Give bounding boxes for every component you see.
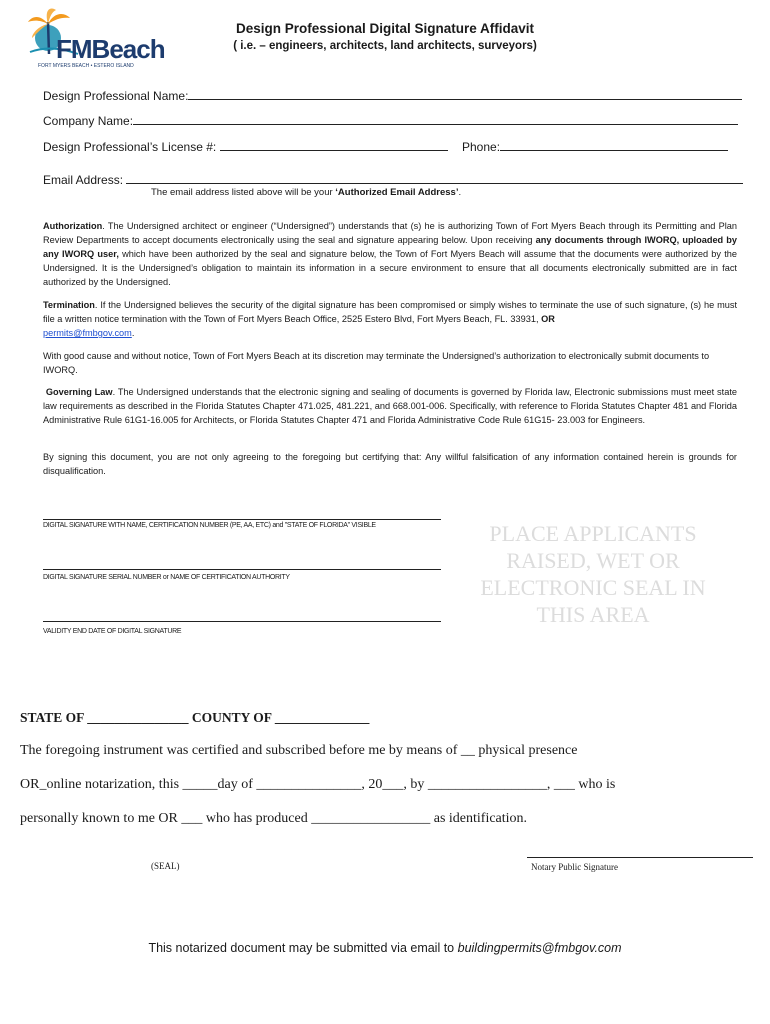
termination-heading: Termination: [43, 300, 95, 310]
company-label: Company Name:: [43, 114, 134, 128]
license-line[interactable]: [220, 138, 448, 151]
name-line[interactable]: [188, 87, 742, 100]
signing-paragraph: By signing this document, you are not only agreeing to the foregoing but certifying that: Any willful falsification of any information contained herein is grounds for disqualification.: [43, 452, 737, 476]
license-label: Design Professional’s License #:: [43, 140, 217, 154]
cause-paragraph: With good cause and without notice, Town of Fort Myers Beach at its discretion may terminate the Undersigned’s authorization to electronically submit documents to IWORQ.: [43, 351, 710, 375]
notary-signature-line[interactable]: [527, 857, 753, 858]
email-note: The email address listed above will be your ‘Authorized Email Address’.: [151, 187, 462, 198]
email-line[interactable]: [126, 171, 743, 184]
authorization-heading: Authorization: [43, 221, 103, 231]
governing-law-paragraph: Governing Law. The Undersigned understands that the electronic signing and sealing of documents is governed by Florida law, Electronic submissions must meet state law requirements as described in the Florida Statutes Chapter 471.025, 481.221, and 668.001-006. Specifically, with reference to Florida Statutes Chapter 481 and Florida Administrative Rule 61G1-16.005 for Architects, or Florida Statutes Chapter 471 and Florida Administrative Code Rule 61G15- 23.003 for Engineers.: [43, 387, 737, 425]
page-title: Design Professional Digital Signature Affidavit: [235, 21, 535, 36]
page-subtitle: ( i.e. – engineers, architects, land architects, surveyors): [233, 40, 537, 52]
license-field[interactable]: [43, 138, 448, 154]
email-field[interactable]: [43, 171, 743, 187]
logo-subtext: FORT MYERS BEACH • ESTERO ISLAND: [38, 63, 134, 69]
notary-line-1: The foregoing instrument was certified and subscribed before me by means of __ physical presence: [20, 743, 578, 758]
phone-line[interactable]: [500, 138, 728, 151]
permits-email-link[interactable]: permits@fmbgov.com: [43, 328, 132, 338]
termination-paragraph: Termination. If the Undersigned believes the security of the digital signature has been compromised or simply wishes to terminate the use of such signature, (s) he must file a written notice termination with the Town of Fort Myers Beach Office, 2525 Estero Blvd, Fort Myers Beach, FL. 33931, OR permits@fmbgov.com.: [43, 300, 737, 338]
company-field[interactable]: [43, 112, 738, 128]
name-field[interactable]: [43, 87, 742, 103]
authorization-paragraph: Authorization. The Undersigned architect or engineer (“Undersigned”) understands that (s) he is authorizing Town of Fort Myers Beach through its Permitting and Plan Review Departments to accept documents electronically using the seal and signature appearing below. Upon receiving any documents through IWORQ, uploaded by any IWORQ user, which have been authorized by the seal and signature below, the Town of Fort Myers Beach will assume that the documents were authorized by the Undersigned. It is the Undersigned’s obligation to maintain its information in a secure environment to ensure that all documents electronically submitted are in fact authorized by the Undersigned.: [43, 221, 737, 287]
signature-line-1-label: DIGITAL SIGNATURE WITH NAME, CERTIFICATION NUMBER (PE, AA, ETC) and "STATE OF FLORIDA" VISIBLE: [43, 522, 376, 529]
phone-field[interactable]: [462, 138, 728, 154]
seal-label: (SEAL): [151, 861, 180, 871]
notary-signature-label: Notary Public Signature: [531, 862, 618, 872]
state-county-line: STATE OF _______________ COUNTY OF ______________: [20, 710, 370, 725]
signature-line-3-label: VALIDITY END DATE OF DIGITAL SIGNATURE: [43, 628, 182, 635]
footer-note: This notarized document may be submitted via email to buildingpermits@fmbgov.com: [148, 941, 622, 955]
seal-area[interactable]: PLACE APPLICANTS RAISED, WET OR ELECTRONIC SEAL IN THIS AREA: [480, 521, 706, 627]
signature-line-3[interactable]: [43, 621, 441, 622]
signature-line-2[interactable]: [43, 569, 441, 570]
notary-line-2: OR_online notarization, this _____day of _______________, 20___, by _________________, ___ who is: [20, 777, 616, 792]
signature-line-2-label: DIGITAL SIGNATURE SERIAL NUMBER or NAME OF CERTIFICATION AUTHORITY: [43, 574, 290, 581]
company-line[interactable]: [133, 112, 738, 125]
notary-line-3: personally known to me OR ___ who has produced _________________ as identification.: [20, 811, 528, 826]
logo-wordmark: FMBeach: [56, 34, 165, 64]
signature-line-1[interactable]: [43, 519, 441, 520]
name-label: Design Professional Name:: [43, 89, 189, 103]
building-permits-email[interactable]: buildingpermits@fmbgov.com: [457, 941, 622, 955]
email-label: Email Address:: [43, 173, 124, 187]
phone-label: Phone:: [462, 140, 501, 154]
governing-law-heading: Governing Law: [45, 387, 113, 397]
